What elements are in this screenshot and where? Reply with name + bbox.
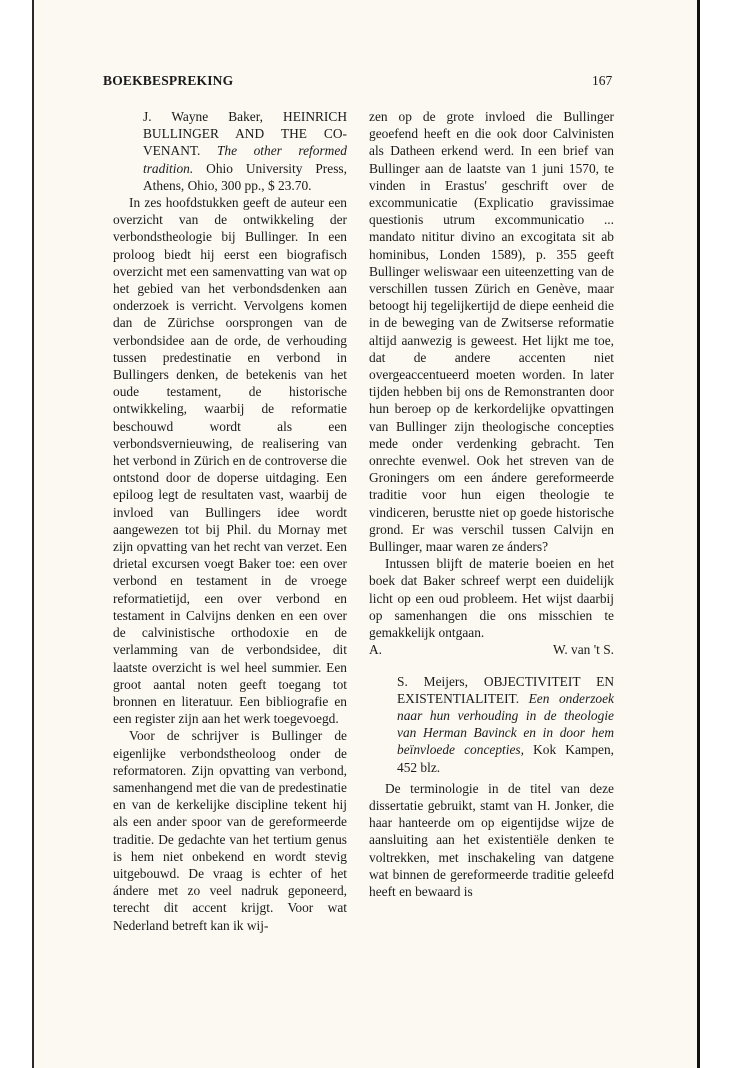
page-number: 167	[592, 73, 613, 88]
running-head: BOEKBESPREKING	[103, 73, 234, 88]
review2-citation-subtitle: Een onderzoek naar hun verhouding in de theologie van Herman Bavinck en in door hem beïnvloede concepties,	[397, 690, 614, 758]
review1-paragraph-2-start: Voor de schrijver is Bullinger de eigenlijke verbondstheoloog onder de reformatoren. Zijn opvatting van verbond, samenhangend met die van de predestinatie en van de kerkelijke discipline tekent hij als een ander spoor van de gereformeerde traditie. De gedachte van het tertium genus is hem niet onbekend en wordt stevig uitgebouwd. De vraag is echter of het ándere met zo veel nadruk geponeerd, terecht dit accent krijgt. Voor wat Nederland betreft kan ik wij-	[113, 728, 347, 933]
review1-citation-subtitle: The other reformed tradition.	[143, 143, 347, 176]
review1-paragraph-2-cont: zen op de grote invloed die Bullinger geoefend heeft en die ook door Calvinisten als Datheen erkend werd. In een brief van Bullinger aan de laatste van 1 juni 1570, te vinden in Erastus' geschrift over de excommunicatie (Explicatio gravissimae questionis utrum excommunicatio ... mandato nititur divino an excogitata sit ab hominibus, Londen 1589), p. 355 geeft Bullinger weliswaar een uiteenzetting van de verschillen tussen Zürich en Genève, maar betoogt hij tegelijkertijd de diepe eenheid die in de beweging van de Zwitserse reformatie altijd aanwezig is geweest. Het lijkt me toe, dat de andere accenten niet overgeaccentueerd moeten worden. In later tijden hebben bij ons de Remonstranten door hun beroep op de kerkordelijke opvattingen van Bullinger zijn theologische concepties mede onder verdenking gebracht. Ten onrechte evenwel. Ook het streven van de Groningers om een ándere gereformeerde traditie voor hun eigen theologie te vindiceren, berustte niet op goede historische grond. Er was verschil tussen Calvijn en Bullinger, maar waren ze ánders?	[369, 109, 614, 555]
review1-signature-initial: A.	[369, 642, 383, 658]
review2-paragraph-1: De terminologie in de titel van deze dissertatie gebruikt, stamt van H. Jonker, die haar hanteerde om op eigentijdse wijze de aansluiting aan het existentiële denken te voltrekken, met inschakeling van datgene wat binnen de gereformeerde traditie geleefd heeft en bewaard is	[369, 780, 614, 899]
review1-citation-author: J. Wayne Baker, HEINRICH BULLINGER AND THE CO-VENANT.	[143, 109, 347, 159]
review1-signature	[369, 641, 614, 658]
review2-citation-publisher: Kok Kampen, 452 blz.	[397, 742, 614, 775]
page-left-margin	[0, 0, 34, 1068]
review1-paragraph-1: In zes hoofdstukken geeft de auteur een overzicht van de ontwikkeling der verbondstheologie bij Bullinger. In een proloog biedt hij eerst een biografisch overzicht met een samenvatting van wat op het gebied van het verbondsdenken aan onderzoek is verricht. Vervolgens komen dan de Zürichse oorsprongen van de verbondsidee aan de orde, de verhouding tussen predestinatie en verbond in Bullingers denken, de betekenis van het oude testament, de historische ontwikkeling, waarbij de reformatie beschouwd wordt als een verbondsvernieuwing, de realisering van het verbond in Zürich en de controverse die ontstond door de doperse uitdaging. Een epiloog legt de resultaten vast, waarbij de invloed van Bullingers idee wordt aangewezen tot bij Phil. du Mornay met zijn opvatting van het recht van verzet. Een drietal excursen voegt Baker toe: een over verbond en testament in de vroege reformatietijd, een over verbond en testament in Calvijns denken en een over de calvinistische orthodoxie en de verlamming van de verbondsidee, dit laatste overzicht is wel heel summier. Een groot aantal noten geeft toegang tot bronnen en literatuur. Een bibliografie en een register zijn aan het werk toegevoegd.	[113, 195, 347, 727]
right-column	[369, 108, 614, 900]
review1-citation-publisher: Ohio University Press, Athens, Ohio, 300 pp., $ 23.70.	[143, 160, 347, 193]
left-column	[113, 108, 347, 934]
review1-signature-name: W. van 't S.	[552, 642, 614, 658]
review1-paragraph-3: Intussen blijft de materie boeien en het boek dat Baker schreef werpt een duidelijk licht op een oud probleem. Het wijst daarbij op samenhangen die ons misschien te gemakkelijk ontgaan.	[369, 556, 614, 641]
review2-citation-author: S. Meijers, OBJECTIVITEIT EN EXISTENTIALITEIT.	[397, 673, 614, 706]
page-left-edge-line	[32, 0, 34, 1068]
review1-citation	[143, 108, 347, 194]
review2-citation	[397, 673, 614, 776]
page-right-margin	[700, 0, 738, 1068]
